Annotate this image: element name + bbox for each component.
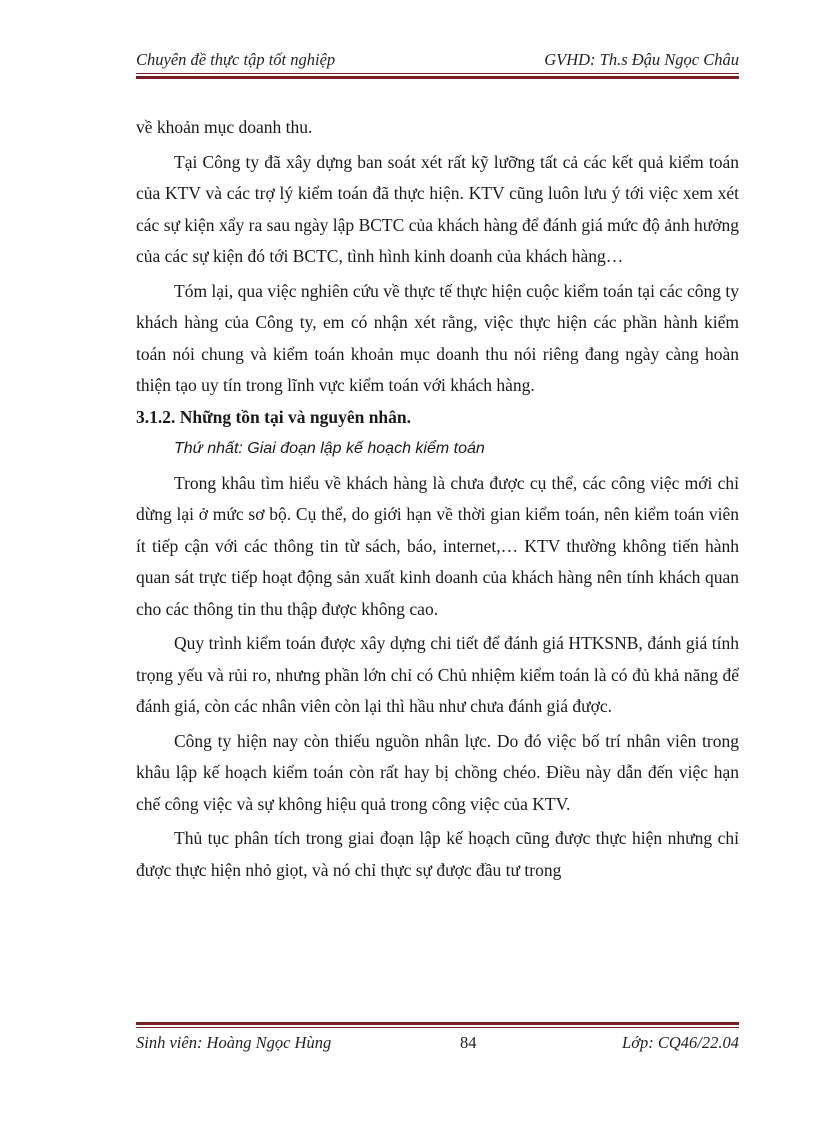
paragraph-6: Thủ tục phân tích trong giai đoạn lập kế hoạch cũng được thực hiện nhưng chỉ được thực hiện nhỏ giọt, và nó chỉ thực sự được đầu tư trong [136,828,739,880]
page-body [136,112,739,886]
header-title: Chuyên đề thực tập tốt nghiệp [136,50,336,69]
footer-class: Lớp: CQ46/22.04 [622,1033,739,1052]
footer-student: Sinh viên: Hoàng Ngọc Hùng [136,1033,332,1052]
section-heading: 3.1.2. Những tồn tại và nguyên nhân. [136,406,412,427]
paragraph-5: Công ty hiện nay còn thiếu nguồn nhân lực. Do đó việc bố trí nhân viên trong khâu lập kế hoạch kiểm toán còn rất hay bị chồng chéo. Điều này dẫn đến việc hạn chế công việc và sự không hiệu quả trong công việc của KTV. [136,730,739,814]
footer-rule [136,1022,739,1028]
paragraph-4: Quy trình kiểm toán được xây dựng chi tiết để đánh giá HTKSNB, đánh giá tính trọng yếu và rủi ro, nhưng phần lớn chỉ có Chủ nhiệm kiểm toán là có đủ khả năng để đánh giá, còn các nhân viên còn lại thì hầu như chưa đánh giá được. [136,633,739,716]
page-footer [136,1031,739,1057]
paragraph-1: Tại Công ty đã xây dựng ban soát xét rất kỹ lưỡng tất cả các kết quả kiểm toán của KTV và các trợ lý kiểm toán đã thực hiện. KTV cũng luôn lưu ý tới việc xem xét các sự kiện xẩy ra sau ngày lập BCTC của khách hàng để đánh giá mức độ ảnh hưởng của các sự kiện đó tới BCTC, tình hình kinh doanh của khách hàng… [136,151,739,266]
page-number: 84 [460,1033,477,1052]
paragraph-0: về khoản mục doanh thu. [136,117,313,137]
header-rule [136,73,739,79]
page-header [136,46,739,72]
paragraph-2: Tóm lại, qua việc nghiên cứu về thực tế thực hiện cuộc kiểm toán tại các công ty khách hàng của Công ty, em có nhận xét rằng, việc thực hiện các phần hành kiểm toán nói chung và kiểm toán khoản mục doanh thu nói riêng đang ngày càng hoàn thiện tạo uy tín trong lĩnh vực kiểm toán với khách hàng. [136,280,739,395]
header-advisor: GVHD: Th.s Đậu Ngọc Châu [544,50,739,69]
paragraph-3: Trong khâu tìm hiểu về khách hàng là chưa được cụ thể, các công việc mới chỉ dừng lại ở mức sơ bộ. Cụ thể, do giới hạn về thời gian kiểm toán, nên kiểm toán viên ít tiếp cận với các thông tin từ sách, báo, internet,… KTV thường không tiến hành quan sát trực tiếp hoạt động sản xuất kinh doanh của khách hàng nên tính khách quan cho các thông tin thu thập được không cao. [136,472,739,619]
section-subheading: Thứ nhất: Giai đoạn lập kế hoạch kiểm toán [174,440,485,457]
